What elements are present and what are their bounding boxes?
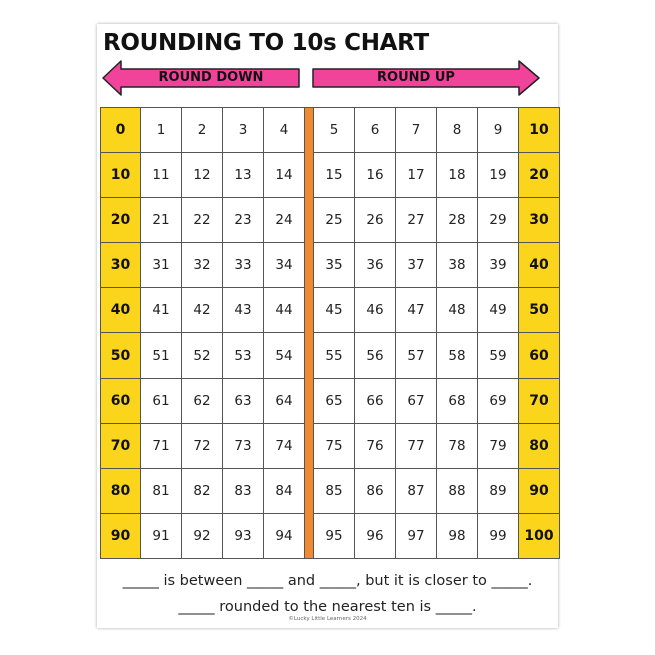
tens-cell: 50: [519, 288, 560, 333]
number-cell: 79: [478, 423, 519, 468]
page-title: ROUNDING TO 10s CHART: [103, 30, 429, 56]
halfway-divider: [305, 108, 314, 559]
number-cell: 11: [141, 153, 182, 198]
number-cell: 57: [396, 333, 437, 378]
number-cell: 66: [355, 378, 396, 423]
worksheet-page: [97, 24, 558, 628]
tens-cell: 40: [519, 243, 560, 288]
number-cell: 54: [264, 333, 305, 378]
number-cell: 77: [396, 423, 437, 468]
number-cell: 28: [437, 198, 478, 243]
number-cell: 14: [264, 153, 305, 198]
round-up-label: ROUND UP: [377, 70, 455, 85]
number-cell: 41: [141, 288, 182, 333]
number-cell: 94: [264, 513, 305, 558]
sentence-frame-2: _____ rounded to the nearest ten is _____.: [178, 599, 477, 615]
number-cell: 29: [478, 198, 519, 243]
number-cell: 4: [264, 108, 305, 153]
tens-cell: 70: [519, 378, 560, 423]
number-cell: 72: [182, 423, 223, 468]
number-cell: 44: [264, 288, 305, 333]
number-cell: 36: [355, 243, 396, 288]
number-cell: 31: [141, 243, 182, 288]
rounding-table: [100, 107, 560, 559]
number-cell: 56: [355, 333, 396, 378]
number-cell: 71: [141, 423, 182, 468]
number-cell: 98: [437, 513, 478, 558]
table-row: [101, 198, 560, 243]
number-cell: 2: [182, 108, 223, 153]
number-cell: 67: [396, 378, 437, 423]
table-row: [101, 288, 560, 333]
number-cell: 91: [141, 513, 182, 558]
number-cell: 99: [478, 513, 519, 558]
tens-cell: 20: [101, 198, 141, 243]
number-cell: 69: [478, 378, 519, 423]
number-cell: 84: [264, 468, 305, 513]
number-cell: 47: [396, 288, 437, 333]
tens-cell: 70: [101, 423, 141, 468]
tens-cell: 60: [101, 378, 141, 423]
number-cell: 6: [355, 108, 396, 153]
table-row: [101, 468, 560, 513]
number-cell: 51: [141, 333, 182, 378]
tens-cell: 90: [101, 513, 141, 558]
number-cell: 34: [264, 243, 305, 288]
number-cell: 92: [182, 513, 223, 558]
tens-cell: 40: [101, 288, 141, 333]
number-cell: 81: [141, 468, 182, 513]
number-cell: 95: [314, 513, 355, 558]
number-cell: 35: [314, 243, 355, 288]
number-cell: 12: [182, 153, 223, 198]
number-cell: 43: [223, 288, 264, 333]
tens-cell: 20: [519, 153, 560, 198]
number-cell: 26: [355, 198, 396, 243]
number-cell: 78: [437, 423, 478, 468]
table-row: [101, 513, 560, 558]
round-down-label: ROUND DOWN: [158, 70, 264, 85]
number-cell: 88: [437, 468, 478, 513]
table-row: [101, 378, 560, 423]
tens-cell: 80: [101, 468, 141, 513]
number-cell: 3: [223, 108, 264, 153]
number-cell: 65: [314, 378, 355, 423]
table-row: [101, 333, 560, 378]
number-cell: 59: [478, 333, 519, 378]
number-cell: 7: [396, 108, 437, 153]
table-row: [101, 153, 560, 198]
number-cell: 82: [182, 468, 223, 513]
number-cell: 55: [314, 333, 355, 378]
number-cell: 87: [396, 468, 437, 513]
number-cell: 5: [314, 108, 355, 153]
tens-cell: 10: [101, 153, 141, 198]
number-cell: 21: [141, 198, 182, 243]
tens-cell: 0: [101, 108, 141, 153]
tens-cell: 90: [519, 468, 560, 513]
number-cell: 58: [437, 333, 478, 378]
number-cell: 15: [314, 153, 355, 198]
number-cell: 25: [314, 198, 355, 243]
number-cell: 53: [223, 333, 264, 378]
number-cell: 61: [141, 378, 182, 423]
tens-cell: 50: [101, 333, 141, 378]
table-row: [101, 423, 560, 468]
number-cell: 52: [182, 333, 223, 378]
number-cell: 96: [355, 513, 396, 558]
number-cell: 16: [355, 153, 396, 198]
number-cell: 93: [223, 513, 264, 558]
number-cell: 32: [182, 243, 223, 288]
table-row: [101, 243, 560, 288]
number-cell: 73: [223, 423, 264, 468]
copyright-text: ©Lucky Little Learners 2024: [288, 616, 367, 622]
number-cell: 33: [223, 243, 264, 288]
number-cell: 23: [223, 198, 264, 243]
tens-cell: 80: [519, 423, 560, 468]
number-cell: 24: [264, 198, 305, 243]
number-cell: 19: [478, 153, 519, 198]
number-cell: 45: [314, 288, 355, 333]
tens-cell: 10: [519, 108, 560, 153]
tens-cell: 30: [101, 243, 141, 288]
number-cell: 48: [437, 288, 478, 333]
number-cell: 63: [223, 378, 264, 423]
number-cell: 8: [437, 108, 478, 153]
number-cell: 38: [437, 243, 478, 288]
number-cell: 27: [396, 198, 437, 243]
number-cell: 62: [182, 378, 223, 423]
number-cell: 49: [478, 288, 519, 333]
tens-cell: 100: [519, 513, 560, 558]
number-cell: 46: [355, 288, 396, 333]
number-cell: 76: [355, 423, 396, 468]
round-up-arrow: [311, 60, 541, 96]
round-down-arrow: [101, 60, 301, 96]
number-cell: 18: [437, 153, 478, 198]
number-cell: 17: [396, 153, 437, 198]
tens-cell: 30: [519, 198, 560, 243]
number-cell: 37: [396, 243, 437, 288]
number-cell: 64: [264, 378, 305, 423]
number-cell: 42: [182, 288, 223, 333]
number-cell: 22: [182, 198, 223, 243]
number-cell: 1: [141, 108, 182, 153]
sentence-frame-1: _____ is between _____ and _____, but it is closer to _____.: [122, 573, 533, 589]
number-cell: 97: [396, 513, 437, 558]
number-cell: 39: [478, 243, 519, 288]
number-cell: 13: [223, 153, 264, 198]
number-cell: 68: [437, 378, 478, 423]
number-cell: 74: [264, 423, 305, 468]
number-cell: 86: [355, 468, 396, 513]
tens-cell: 60: [519, 333, 560, 378]
number-cell: 85: [314, 468, 355, 513]
table-row: [101, 108, 560, 153]
number-cell: 83: [223, 468, 264, 513]
number-cell: 89: [478, 468, 519, 513]
number-cell: 75: [314, 423, 355, 468]
number-cell: 9: [478, 108, 519, 153]
